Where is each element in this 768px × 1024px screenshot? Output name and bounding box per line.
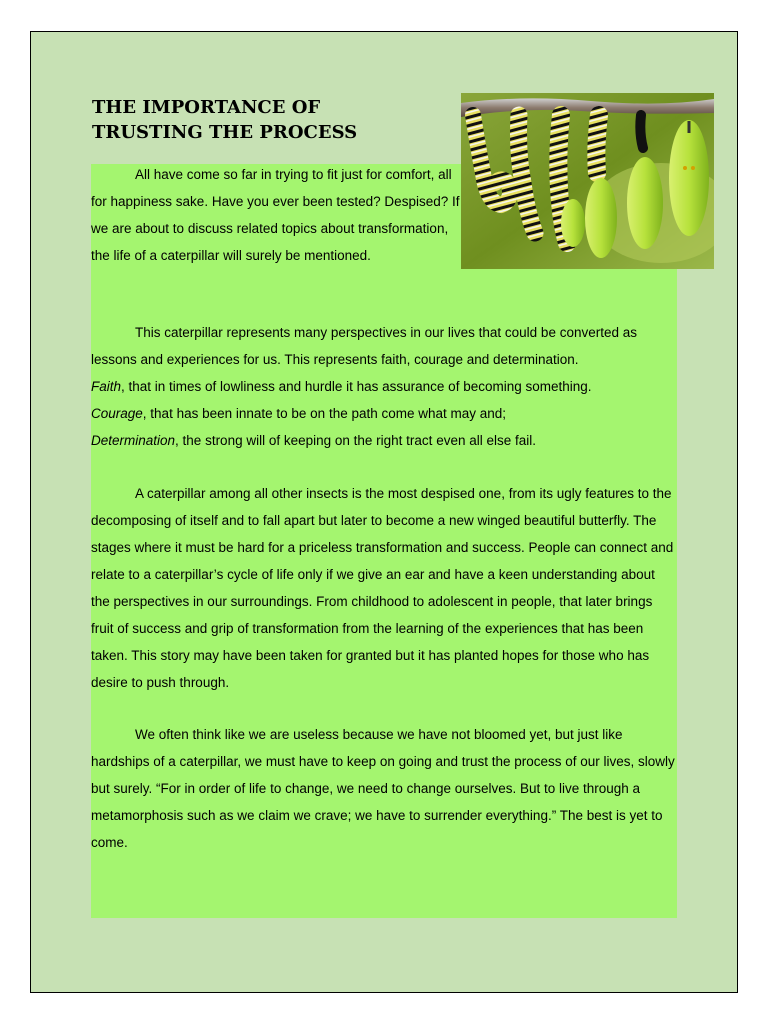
title-line-2: TRUSTING THE PROCESS: [92, 122, 358, 143]
paragraph-1: [91, 161, 461, 269]
paragraph-2-courage-line: [91, 400, 677, 427]
paragraph-2-determination-line: [91, 427, 677, 454]
courage-term: Courage: [91, 406, 143, 421]
faith-term: Faith: [91, 379, 122, 394]
determination-term: Determination: [91, 433, 176, 448]
paragraph-3: [91, 480, 677, 696]
paragraph-2-faith-line: [91, 373, 677, 400]
faith-text: , that in times of lowliness and hurdle it has assurance of becoming something.: [121, 379, 592, 394]
paragraph-2-intro: This caterpillar represents many perspectives in our lives that could be converted as lessons and experiences for us. This represents faith, courage and determination.: [91, 325, 637, 367]
paragraph-4: [91, 721, 677, 856]
courage-text: , that has been innate to be on the path come what may and;: [142, 406, 507, 421]
title-line-1: THE IMPORTANCE OF: [92, 97, 321, 118]
document-title: [92, 95, 432, 145]
caterpillar-photo-illustration: [461, 93, 714, 269]
paragraph-1-text: All have come so far in trying to fit just for comfort, all for happiness sake. Have you ever been tested? Despised? If we are about to discuss related topics about transformation, the life of a caterpillar will surely be mentioned.: [91, 167, 460, 263]
document-page: [30, 31, 738, 993]
determination-text: , the strong will of keeping on the right tract even all else fail.: [175, 433, 536, 448]
paragraph-4-text: We often think like we are useless because we have not bloomed yet, but just like hardships of a caterpillar, we must have to keep on going and trust the process of our lives, slowly but surely. “For in order of life to change, we need to change ourselves. But to live through a metamorphosis such as we claim we crave; we have to surrender everything.” The best is yet to come.: [91, 727, 675, 850]
paragraph-3-text: A caterpillar among all other insects is the most despised one, from its ugly features to the decomposing of itself and to fall apart but later to become a new winged beautiful butterfly. The stages where it must be hard for a priceless transformation and success. People can connect and relate to a caterpillar’s cycle of life only if we give an ear and have a keen understanding about the perspectives in our surroundings. From childhood to adolescent in people, that later brings fruit of success and grip of transformation from the learning of the experiences that has been taken. This story may have been taken for granted but it has planted hopes for those who has desire to push through.: [91, 486, 674, 690]
paragraph-2: [91, 319, 677, 454]
caterpillar-chrysalis-stages-photo: [461, 93, 714, 269]
